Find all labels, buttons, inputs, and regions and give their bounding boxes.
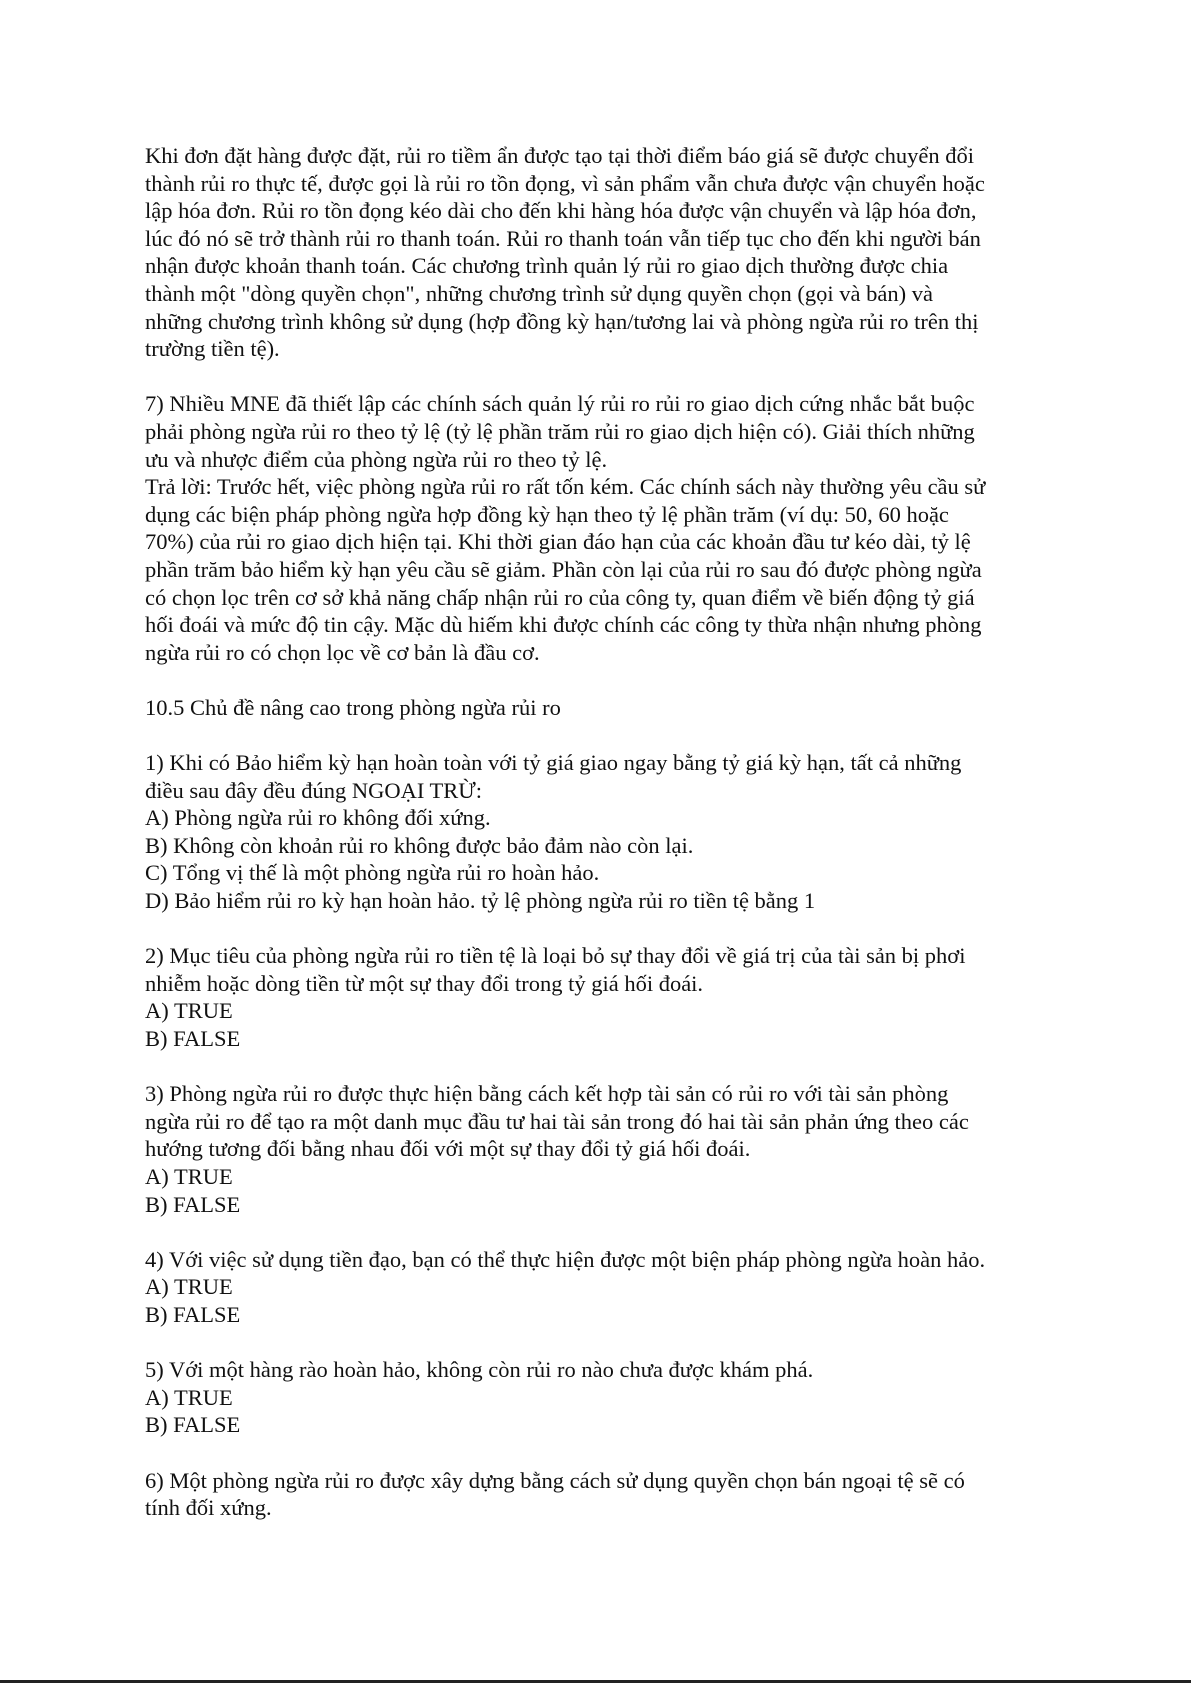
answer-line: ngừa rủi ro có chọn lọc về cơ bản là đầu cơ. — [145, 639, 540, 665]
document-page — [145, 142, 1045, 1522]
answer-line: Trả lời: Trước hết, việc phòng ngừa rủi ro rất tốn kém. Các chính sách này thường yêu cầu sử — [145, 474, 986, 500]
paragraph-line: thành một "dòng quyền chọn", những chương trình sử dụng quyền chọn (gọi và bán) và — [145, 280, 933, 306]
question-line: hướng tương đối bằng nhau đối với một sự thay đổi tỷ giá hối đoái. — [145, 1136, 751, 1162]
answer-option: A) TRUE — [145, 1163, 233, 1189]
paragraph-line: lập hóa đơn. Rủi ro tồn đọng kéo dài cho đến khi hàng hóa được vận chuyển và lập hóa đơn, — [145, 198, 977, 224]
answer-option: B) FALSE — [145, 1191, 241, 1217]
question-block — [145, 1356, 1045, 1439]
answer-line: 70%) của rủi ro giao dịch hiện tại. Khi thời gian đáo hạn của các khoản đầu tư kéo dài, tỷ lệ — [145, 529, 971, 555]
spacer — [145, 1439, 1045, 1467]
question-line: ưu và nhược điểm của phòng ngừa rủi ro theo tỷ lệ. — [145, 446, 608, 472]
question-line: 6) Một phòng ngừa rủi ro được xây dựng bằng cách sử dụng quyền chọn bán ngoại tệ sẽ có — [145, 1467, 965, 1493]
answer-option: A) TRUE — [145, 1274, 233, 1300]
spacer — [145, 363, 1045, 391]
answer-option: B) FALSE — [145, 1301, 241, 1327]
question-7 — [145, 390, 1045, 666]
intro-paragraph — [145, 142, 1045, 363]
question-line: 1) Khi có Bảo hiểm kỳ hạn hoàn toàn với tỷ giá giao ngay bằng tỷ giá kỳ hạn, tất cả những — [145, 750, 962, 776]
question-line: 2) Mục tiêu của phòng ngừa rủi ro tiền tệ là loại bỏ sự thay đổi về giá trị của tài sản bị phơi — [145, 943, 966, 969]
answer-option: D) Bảo hiểm rủi ro kỳ hạn hoàn hảo. tỷ lệ phòng ngừa rủi ro tiền tệ bằng 1 — [145, 888, 816, 914]
question-block — [145, 942, 1045, 1052]
question-block — [145, 1246, 1045, 1329]
spacer — [145, 1329, 1045, 1357]
question-line: phải phòng ngừa rủi ro theo tỷ lệ (tỷ lệ phần trăm rủi ro giao dịch hiện có). Giải thích những — [145, 418, 975, 444]
question-block — [145, 749, 1045, 915]
spacer — [145, 666, 1045, 694]
question-line: tính đối xứng. — [145, 1495, 272, 1521]
question-line: nhiễm hoặc dòng tiền từ một sự thay đổi trong tỷ giá hối đoái. — [145, 970, 704, 996]
answer-option: A) TRUE — [145, 998, 233, 1024]
question-line: ngừa rủi ro để tạo ra một danh mục đầu tư hai tài sản trong đó hai tài sản phản ứng theo các — [145, 1108, 969, 1134]
paragraph-line: thành rủi ro thực tế, được gọi là rủi ro tồn đọng, vì sản phẩm vẫn chưa được vận chuyển hoặc — [145, 170, 985, 196]
answer-line: có chọn lọc trên cơ sở khả năng chấp nhận rủi ro của công ty, quan điểm về biến động tỷ giá — [145, 584, 975, 610]
answer-option: A) Phòng ngừa rủi ro không đối xứng. — [145, 805, 491, 831]
paragraph-line: những chương trình không sử dụng (hợp đồng kỳ hạn/tương lai và phòng ngừa rủi ro trên thị — [145, 308, 979, 334]
answer-line: phần trăm bảo hiểm kỳ hạn yêu cầu sẽ giảm. Phần còn lại của rủi ro sau đó được phòng ngừa — [145, 556, 982, 582]
paragraph-line: trường tiền tệ). — [145, 336, 280, 362]
answer-line: dụng các biện pháp phòng ngừa hợp đồng kỳ hạn theo tỷ lệ phần trăm (ví dụ: 50, 60 hoặc — [145, 501, 949, 527]
answer-option: A) TRUE — [145, 1384, 233, 1410]
question-line: 5) Với một hàng rào hoàn hảo, không còn rủi ro nào chưa được khám phá. — [145, 1357, 814, 1383]
answer-option: B) Không còn khoản rủi ro không được bảo đảm nào còn lại. — [145, 832, 694, 858]
answer-option: B) FALSE — [145, 1026, 241, 1051]
spacer — [145, 915, 1045, 943]
paragraph-line: nhận được khoản thanh toán. Các chương trình quản lý rủi ro giao dịch thường được chia — [145, 253, 949, 279]
spacer — [145, 1218, 1045, 1246]
question-line: 3) Phòng ngừa rủi ro được thực hiện bằng cách kết hợp tài sản có rủi ro với tài sản phòng — [145, 1081, 949, 1107]
question-line: 7) Nhiều MNE đã thiết lập các chính sách quản lý rủi ro rủi ro giao dịch cứng nhắc bắt buộc — [145, 391, 975, 417]
paragraph-line: lúc đó nó sẽ trở thành rủi ro thanh toán. Rủi ro thanh toán vẫn tiếp tục cho đến khi người bán — [145, 225, 981, 251]
question-block — [145, 1467, 1045, 1522]
question-line: 4) Với việc sử dụng tiền đạo, bạn có thể thực hiện được một biện pháp phòng ngừa hoàn hảo. — [145, 1246, 986, 1272]
answer-option: C) Tổng vị thế là một phòng ngừa rủi ro hoàn hảo. — [145, 860, 600, 886]
answer-option: B) FALSE — [145, 1412, 241, 1438]
question-line: điều sau đây đều đúng NGOẠI TRỪ: — [145, 777, 482, 803]
answer-line: hối đoái và mức độ tin cậy. Mặc dù hiếm khi được chính các công ty thừa nhận nhưng phòng — [145, 612, 982, 638]
spacer — [145, 1053, 1045, 1081]
question-block — [145, 1080, 1045, 1218]
paragraph-line: Khi đơn đặt hàng được đặt, rủi ro tiềm ẩn được tạo tại thời điểm báo giá sẽ được chuyển đổi — [145, 143, 974, 168]
page-bottom-edge — [0, 1680, 1191, 1683]
spacer — [145, 721, 1045, 749]
section-heading: 10.5 Chủ đề nâng cao trong phòng ngừa rủi ro — [145, 694, 561, 720]
